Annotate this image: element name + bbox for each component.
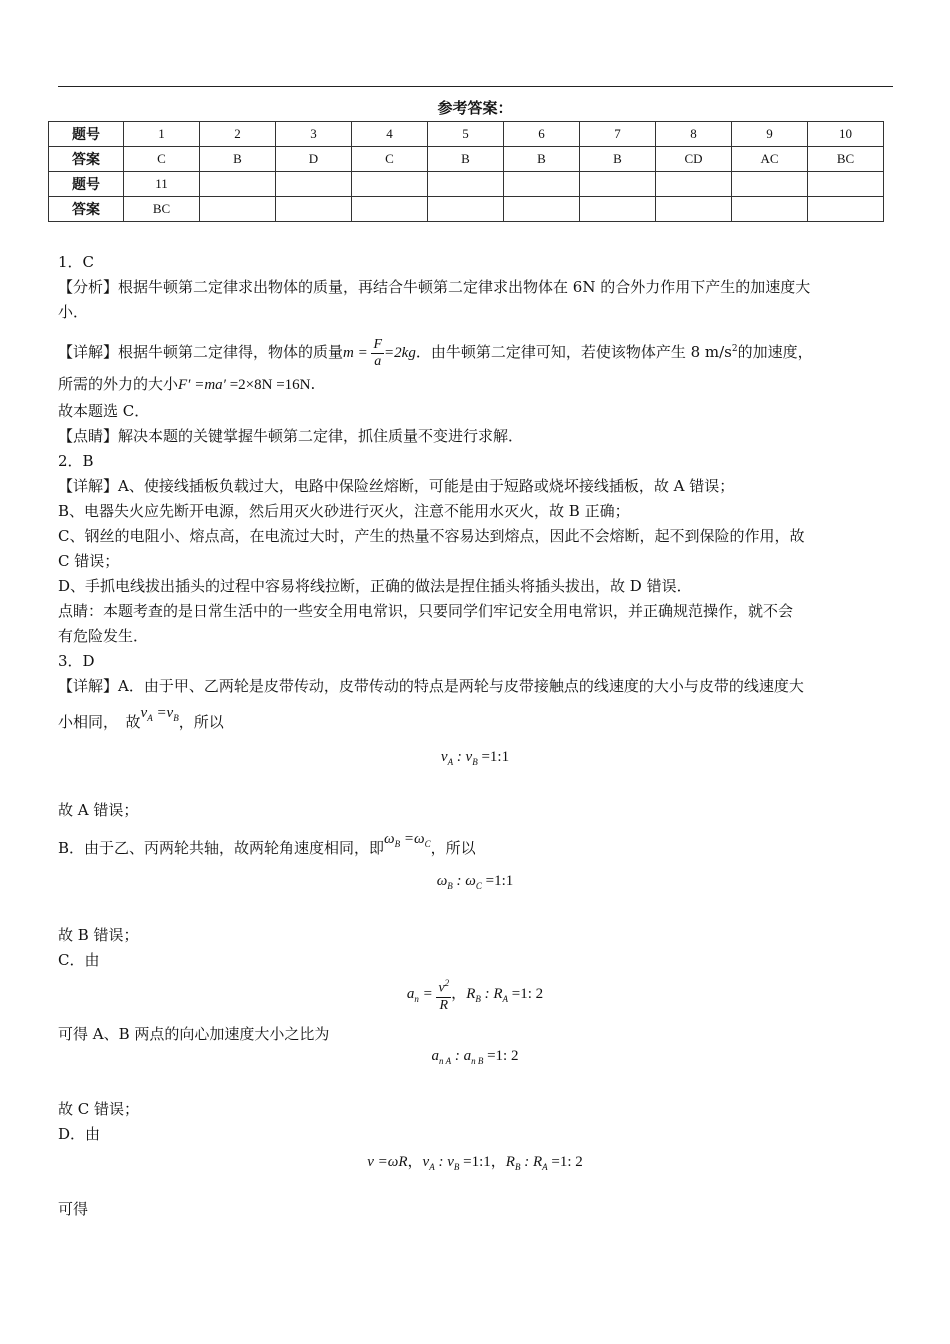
table-row [49,172,884,197]
q1-conclusion: 故本题选 C． [58,402,150,420]
q3-line-e: 可得 [58,1200,89,1218]
q1-detail-text: 【详解】根据牛顿第二定律得，物体的质量 [58,342,344,361]
header-rule [58,86,893,87]
q1-detail [58,337,898,370]
q3-line-d: D．由 [58,1125,101,1143]
force-value: =2×8N =16N [229,377,311,393]
table-cell: C [124,147,200,172]
table-cell: 6 [504,122,580,147]
table-cell: 8 [656,122,732,147]
radius-ratio: $R_B$ : $R_A$ [466,985,509,1004]
mass-formula: m = $\frac{F}{a}$ [343,337,383,369]
table-cell: 11 [124,172,200,197]
force-formula: F′ =ma′ [178,377,230,393]
q3-line: 【详解】A．由于甲、乙两轮是皮带传动，皮带传动的特点是两轮与皮带接触点的线速度的大小与皮带的线速度大 [58,677,804,695]
q3-text: ，所以 [430,839,476,857]
table-cell [808,197,884,222]
q3-conclusion-b: 故 B 错误； [58,926,139,944]
table-cell: C [352,147,428,172]
q3-line-c2: 可得 A、B 两点的向心加速度大小之比为 [58,1025,330,1043]
row-label: 题号 [49,172,124,197]
q3-heading: 3．D [58,652,95,670]
table-cell: 5 [428,122,504,147]
q3-line-b [58,831,898,864]
q2-line: 【详解】A、使接线插板负载过大，电路中保险丝熔断，可能是由于短路或烧坏接线插板，故 A 错误； [58,477,735,495]
eq-centripetal [0,975,950,1014]
table-cell: 2 [200,122,276,147]
exponent: 2 [731,343,738,354]
q2-line: 有危险发生． [58,627,149,645]
q2-line: 点睛：本题考查的是日常生活中的一些安全用电常识，只要同学们牢记安全用电常识，并正确规范操作，就不会 [58,602,794,620]
table-cell: BC [124,197,200,222]
table-cell: B [428,147,504,172]
table-cell: CD [656,147,732,172]
q3-text: B．由于乙、丙两轮共轴，故两轮角速度相同，即 [58,839,385,857]
q2-line: B、电器失火应先断开电源，然后用灭火砂进行灭火，注意不能用水灭火，故 B 正确； [58,502,630,520]
table-cell: B [504,147,580,172]
table-cell [656,172,732,197]
table-cell [732,172,808,197]
q3-line-2 [58,705,898,738]
eq-velocity-ratio [0,749,950,767]
table-cell: B [200,147,276,172]
row-label: 题号 [49,122,124,147]
table-cell [808,172,884,197]
table-cell [352,197,428,222]
eq-d [0,1150,950,1172]
period: . [310,375,316,393]
ratio-value: =1: 2 [487,1048,519,1064]
eq-accel-ratio [0,1048,950,1066]
answer-title: 参考答案： [437,99,513,117]
q1-detail-cont-text: 所需的外力的大小 [58,375,179,393]
q2-line: C、钢丝的电阻小、熔点高，在电流过大时，产生的热量不容易达到熔点，因此不会熔断，起不到保险的作用，故 [58,527,805,545]
table-cell [428,197,504,222]
table-row [49,197,884,222]
table-cell: BC [808,147,884,172]
q2-heading: 2．B [58,452,94,470]
q3-text: ，所以 [178,713,224,731]
table-cell [504,197,580,222]
table-cell [200,197,276,222]
table-cell [428,172,504,197]
centripetal-formula: $a_n$ = $\frac{v^2}{R}$ [407,986,451,1002]
table-cell [580,197,656,222]
table-cell [732,197,808,222]
table-row [49,122,884,147]
table-cell [200,172,276,197]
ratio-lhs: $v_A$ : $v_B$ [440,749,478,767]
ratio-lhs: $v_A$ : $v_B$ [422,1154,460,1172]
omega-equality: $\omega_B =\omega_C$ [384,831,431,849]
table-cell: 7 [580,122,656,147]
q3-line-c: C．由 [58,951,100,969]
table-cell: B [580,147,656,172]
ratio-value: =1: 2 [511,985,544,1002]
table-cell: 4 [352,122,428,147]
ratio-value: =1:1 [485,873,514,889]
table-cell: 9 [732,122,808,147]
q3-conclusion-a: 故 A 错误； [58,801,139,819]
linear-speed-formula: v =ωR [367,1154,408,1170]
q2-line: D、手抓电线拔出插头的过程中容易将线拉断，正确的做法是捏住插头将插头拔出，故 D 错误． [58,577,692,595]
radius-ratio: $R_B$ : $R_A$ [505,1154,548,1172]
table-cell: AC [732,147,808,172]
ratio-lhs: $a_{n A}$ : $a_{n B}$ [431,1048,484,1066]
table-row [49,147,884,172]
mass-value: =2kg [384,344,416,361]
table-cell [580,172,656,197]
table-cell [352,172,428,197]
ratio-value: =1:1 [481,749,510,765]
ratio-lhs: $\omega_B$ : $\omega_C$ [436,873,482,891]
ratio-value: =1: 2 [551,1154,583,1170]
table-cell: 10 [808,122,884,147]
q3-text: 小相同， 故 [58,713,141,731]
row-label: 答案 [49,197,124,222]
table-cell: D [276,147,352,172]
table-cell [504,172,580,197]
q1-analysis: 【分析】根据牛顿第二定律求出物体的质量，再结合牛顿第二定律求出物体在 6N 的合外力作用下产生的加速度大 [58,278,811,296]
table-cell [276,172,352,197]
q1-detail-cont [58,374,898,395]
q2-line: C 错误； [58,552,120,570]
comma: ， [451,985,467,1002]
q3-conclusion-c: 故 C 错误； [58,1100,140,1118]
table-cell [656,197,732,222]
velocity-equality: $v_A =v_B$ [140,705,179,723]
q1-detail-text-c: 的加速度， [737,342,813,361]
table-cell [276,197,352,222]
q1-detail-text-b: ．由牛顿第二定律可知，若使该物体产生 8 m/s [415,342,732,361]
table-cell: 3 [276,122,352,147]
ratio-value: =1:1 [463,1154,491,1170]
answer-table [48,121,884,222]
q1-heading: 1．C [58,253,95,271]
comma: ， [490,1154,506,1170]
table-cell: 1 [124,122,200,147]
row-label: 答案 [49,147,124,172]
q1-analysis-cont: 小． [58,303,89,321]
comma: ， [407,1154,423,1170]
eq-omega-ratio [0,873,950,891]
q1-comment: 【点睛】解决本题的关键掌握牛顿第二定律，抓住质量不变进行求解． [58,427,524,445]
